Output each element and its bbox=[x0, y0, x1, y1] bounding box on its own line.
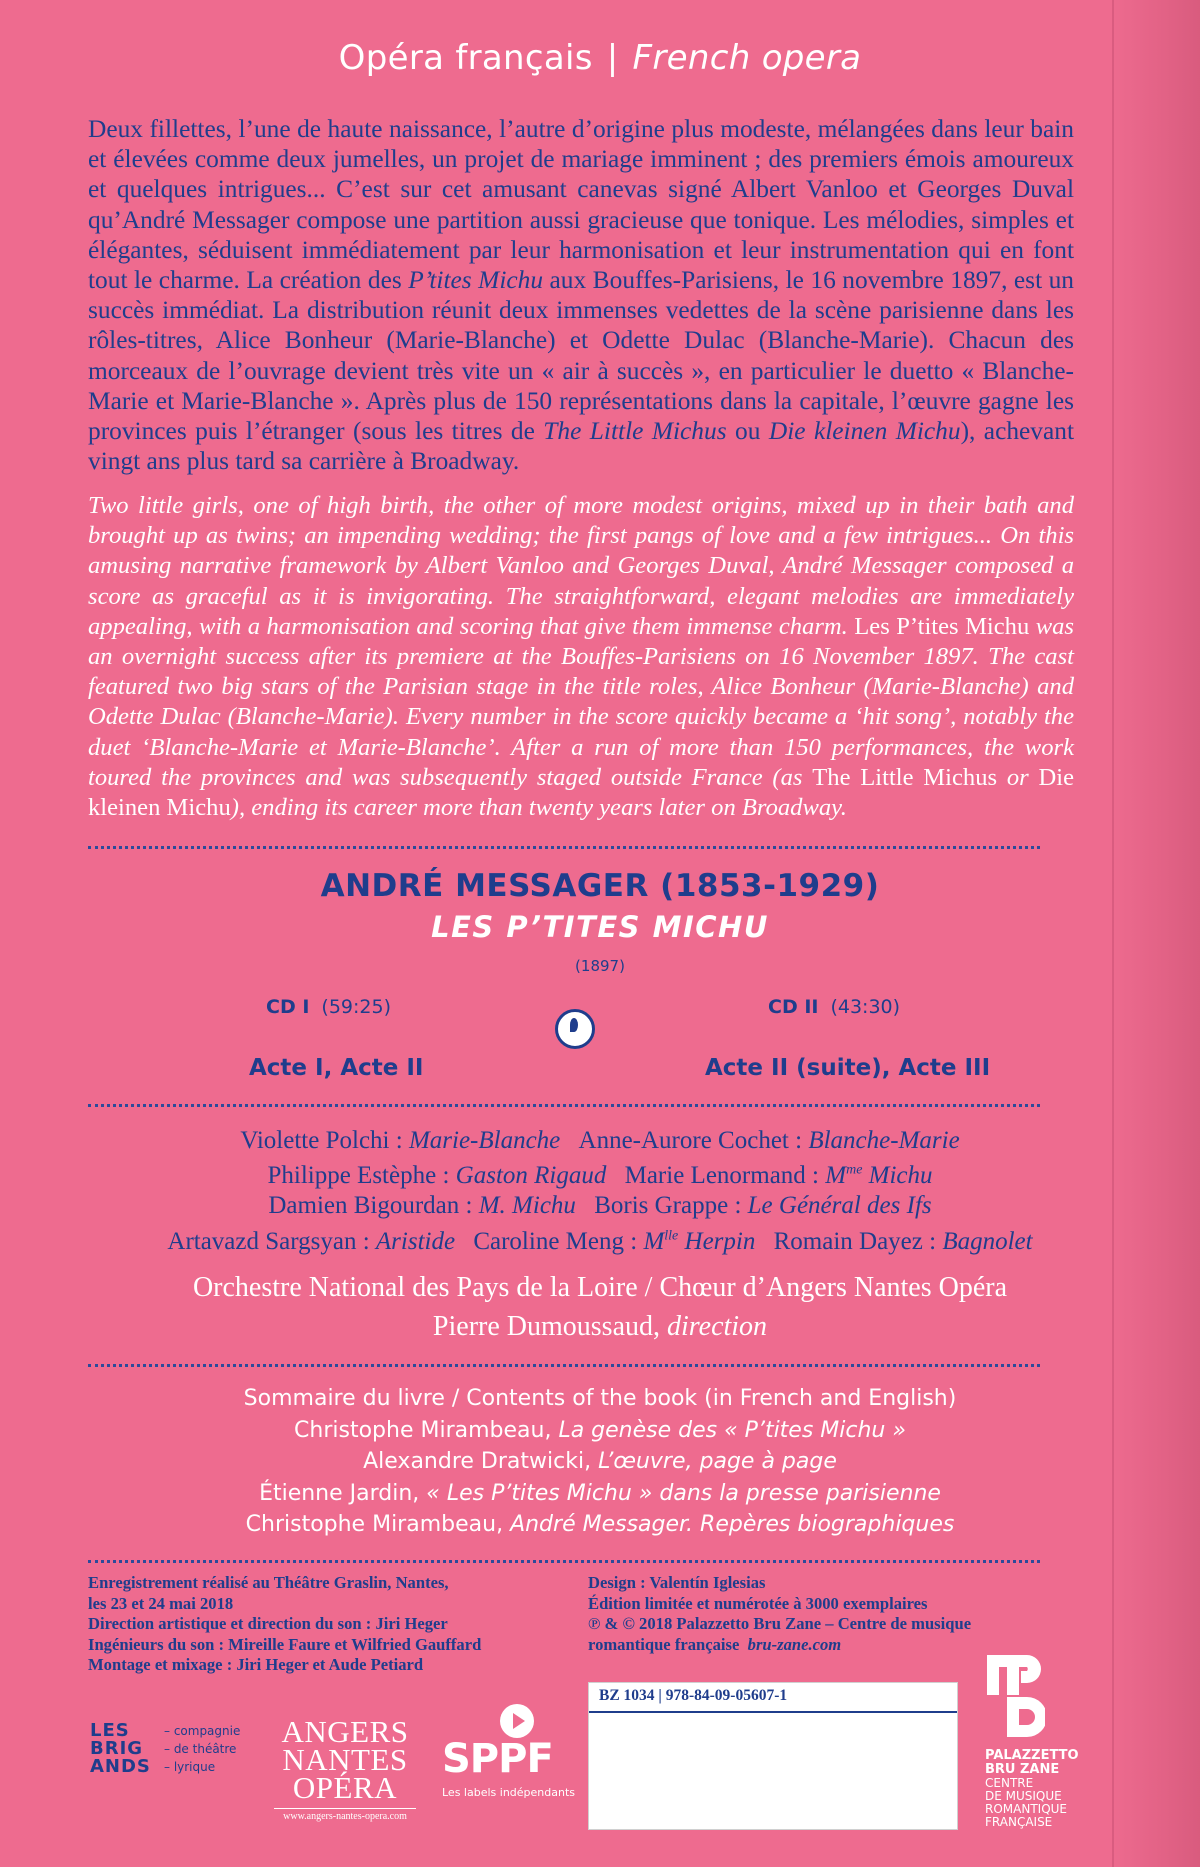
role-prefix: M bbox=[825, 1162, 847, 1190]
angers-nantes-opera-logo bbox=[274, 1714, 416, 1822]
cast-entry: Philippe Estèphe : Gaston Rigaud bbox=[267, 1162, 607, 1190]
cd2-duration: (43:30) bbox=[830, 996, 901, 1018]
cast-entry: Boris Grappe : Le Général des Ifs bbox=[594, 1192, 932, 1220]
cd2-info bbox=[768, 996, 900, 1018]
cast-row bbox=[0, 1126, 1200, 1156]
book-contents bbox=[0, 1383, 1200, 1541]
singer-name: Marie Lenormand bbox=[624, 1162, 806, 1190]
credit-line: Édition limitée et numérotée à 3000 exemplaires bbox=[588, 1593, 928, 1613]
role-name: Bagnolet bbox=[942, 1227, 1033, 1255]
singer-name: Violette Polchi bbox=[240, 1127, 390, 1154]
cast-entry: Caroline Meng : $M^{lle}$ Herpin bbox=[473, 1227, 756, 1255]
contents-item bbox=[0, 1478, 1200, 1510]
intro-fr-title: The Little Michus bbox=[543, 417, 727, 446]
website-link[interactable]: bru-zane.com bbox=[747, 1634, 842, 1654]
credit-line bbox=[588, 1635, 971, 1656]
credit-line: Enregistrement réalisé au Théâtre Graslin, Nantes, bbox=[88, 1573, 449, 1592]
disc-icon bbox=[555, 1009, 595, 1049]
logo-text: BRIG bbox=[90, 1738, 144, 1759]
cast-entry: Artavazd Sargsyan : Aristide bbox=[167, 1227, 456, 1255]
credit-line: ℗ & © 2018 Palazzetto Bru Zane – Centre de musique bbox=[588, 1614, 972, 1633]
composer-name: ANDRÉ MESSAGER (1853-1929) bbox=[320, 868, 880, 904]
cd1-label: CD I bbox=[266, 996, 310, 1018]
logo-text: – compagnie bbox=[164, 1724, 241, 1738]
intro-en-text: or bbox=[997, 763, 1039, 791]
logo-text: BRU ZANE bbox=[985, 1762, 1060, 1777]
les-brigands-logo bbox=[90, 1722, 250, 1792]
intro-fr-text: ), achevant vingt ans plus tard sa carrière à Broadway. bbox=[88, 417, 1075, 476]
header-separator: | bbox=[606, 38, 619, 78]
divider bbox=[88, 846, 1040, 849]
cd2-label: CD II bbox=[768, 996, 819, 1018]
role-name bbox=[643, 1228, 755, 1255]
logo-text bbox=[985, 1749, 1079, 1777]
role-suffix: Michu bbox=[862, 1162, 933, 1190]
barcode-rule bbox=[589, 1711, 957, 1713]
header-french: Opéra français bbox=[338, 38, 593, 78]
cast-entry: Anne-Aurore Cochet : Blanche-Marie bbox=[578, 1127, 960, 1154]
role-superscript: me bbox=[846, 1163, 863, 1178]
logo-text: – de théâtre bbox=[164, 1742, 237, 1756]
intro-fr-title: Die kleinen Michu bbox=[768, 417, 961, 446]
contents-heading: Sommaire du livre / Contents of the book (in French and English) bbox=[243, 1386, 957, 1411]
logo-text: NANTES bbox=[282, 1742, 408, 1777]
sppf-logo bbox=[438, 1704, 575, 1804]
singer-name: Anne-Aurore Cochet bbox=[578, 1127, 789, 1154]
palazzetto-bru-zane-logo bbox=[985, 1655, 1105, 1845]
conductor-role: direction bbox=[667, 1311, 768, 1342]
work-year: (1897) bbox=[575, 957, 625, 975]
role-name: Marie-Blanche bbox=[408, 1127, 561, 1154]
divider bbox=[88, 1364, 1040, 1367]
role-name: Aristide bbox=[375, 1227, 456, 1255]
singer-name: Boris Grappe bbox=[594, 1192, 729, 1220]
page-header bbox=[0, 38, 1200, 78]
cast-entry: Marie Lenormand : $M^{me}$ Michu bbox=[624, 1162, 933, 1190]
contents-item bbox=[0, 1509, 1200, 1541]
cast-row bbox=[0, 1221, 1200, 1256]
intro-fr-title: P’tites Michu bbox=[408, 266, 544, 295]
role-superscript: lle bbox=[664, 1228, 679, 1244]
intro-fr-text: Deux fillettes, l’une de haute naissance, l’autre d’origine plus modeste, mélangées dans leur bain et élevées comme deux jumelles, un projet de mariage imminent ; des premiers émois amoureux et quelques intrigues... C’est sur cet amusant canevas signé Albert Vanloo et Georges Duval qu’André Messager compose une partition aussi gracieuse que tonique. Les mélodies, simples et élégantes, séduisent immédiatement par leur harmonisation et leur instrumentation qui en font tout le charme. La création des bbox=[88, 115, 1074, 295]
role-name: M. Michu bbox=[478, 1192, 576, 1220]
performers bbox=[0, 1268, 1200, 1346]
contents-author: Christophe Mirambeau, bbox=[245, 1512, 504, 1537]
singer-name: Philippe Estèphe bbox=[267, 1162, 437, 1190]
logo-text: DE MUSIQUE bbox=[985, 1789, 1062, 1803]
logo-text bbox=[985, 1777, 1067, 1829]
cast-row bbox=[0, 1191, 1200, 1221]
intro-french bbox=[88, 114, 1074, 476]
contents-item bbox=[0, 1415, 1200, 1447]
logo-text: ANGERS bbox=[281, 1714, 409, 1749]
logo-text: FRANÇAISE bbox=[985, 1815, 1053, 1829]
credit-line: Ingénieurs du son : Mireille Faure et Wilfried Gauffard bbox=[88, 1634, 482, 1654]
play-icon bbox=[500, 1704, 534, 1738]
contents-author: Christophe Mirambeau, bbox=[294, 1417, 552, 1443]
intro-en-title: The Little Michus bbox=[812, 763, 998, 791]
logo-text: ROMANTIQUE bbox=[985, 1802, 1068, 1816]
divider bbox=[88, 1560, 1040, 1563]
intro-en-text: was an overnight success after its premiere at the Bouffes-Parisiens on 16 November 1897. The cast featured two big stars of the Parisian stage in the title roles, Alice Bonheur (Marie-Blanche) and Odette Dulac (Blanche-Marie). Every number in the score quickly became a ‘hit song’, notably the duet ‘Blanche-Marie et Marie-Blanche’. After a run of more than 150 performances, the work toured the provinces and was subsequently staged outside France (as bbox=[88, 612, 1074, 791]
recording-credits bbox=[88, 1573, 481, 1676]
logo-text: Les labels indépendants bbox=[442, 1786, 575, 1799]
logo-url: www.angers-nantes-opera.com bbox=[274, 1808, 416, 1822]
contents-title: André Messager. Repères biographiques bbox=[510, 1512, 955, 1537]
header-english: French opera bbox=[632, 38, 862, 78]
intro-english bbox=[88, 491, 1074, 823]
credit-line: les 23 et 24 mai 2018 bbox=[88, 1593, 234, 1613]
divider bbox=[88, 1104, 1040, 1107]
logo-text: SPPF bbox=[442, 1736, 553, 1782]
role-name: Gaston Rigaud bbox=[455, 1162, 607, 1190]
contents-title: L’œuvre, page à page bbox=[598, 1449, 837, 1474]
cd1-info bbox=[266, 996, 391, 1018]
logo-text: LES bbox=[90, 1720, 130, 1741]
singer-name: Artavazd Sargsyan bbox=[167, 1227, 357, 1255]
contents-item bbox=[0, 1446, 1200, 1478]
singer-name: Caroline Meng bbox=[473, 1227, 624, 1255]
singer-name: Damien Bigourdan bbox=[268, 1192, 460, 1220]
contents-author: Étienne Jardin, bbox=[259, 1480, 420, 1506]
cd1-acts: Acte I, Acte II bbox=[249, 1055, 424, 1081]
logo-text: PALAZZETTO bbox=[985, 1748, 1079, 1763]
credit-line: Design : Valentín Iglesias bbox=[588, 1573, 766, 1592]
intro-en-title: Die kleinen Michu bbox=[88, 763, 1074, 822]
credit-text: romantique française bbox=[588, 1634, 740, 1654]
intro-en-text: Two little girls, one of high birth, the other of more modest origins, mixed up in their bath and brought up as twins; an impending wedding; the first pangs of love and a few intrigues... On this amusing narrative framework by Albert Vanloo and Georges Duval, André Messager composed a score as graceful as it is invigorating. The straightforward, elegant melodies are immediately appealing, with a harmonisation and scoring that give them immense charm. bbox=[88, 492, 1074, 640]
contents-title: « Les P’tites Michu » dans la presse parisienne bbox=[426, 1480, 941, 1506]
conductor-line: Pierre Dumoussaud, direction bbox=[432, 1311, 768, 1342]
work-title: LES P’TITES MICHU bbox=[431, 910, 769, 944]
logo-text: ANDS bbox=[90, 1756, 151, 1777]
contents-title: La genèse des « P’tites Michu » bbox=[558, 1417, 906, 1443]
role-name: Blanche-Marie bbox=[808, 1127, 960, 1154]
credit-line: Direction artistique et direction du son : Jiri Heger bbox=[88, 1614, 448, 1633]
cd2-acts: Acte II (suite), Acte III bbox=[705, 1055, 991, 1081]
barcode-area bbox=[588, 1682, 958, 1830]
intro-en-title: Les P’tites Michu bbox=[854, 612, 1030, 640]
cast-row bbox=[0, 1156, 1200, 1191]
singer-name: Romain Dayez bbox=[773, 1227, 923, 1255]
intro-en-text: ), ending its career more than twenty years later on Broadway. bbox=[230, 794, 847, 822]
credit-line: Montage et mixage : Jiri Heger et Aude Petiard bbox=[88, 1655, 424, 1674]
role-prefix: M bbox=[643, 1227, 665, 1255]
ensembles: Orchestre National des Pays de la Loire / Chœur d’Angers Nantes Opéra bbox=[192, 1272, 1008, 1303]
role-name: Le Général des Ifs bbox=[747, 1192, 932, 1220]
cast-list bbox=[0, 1126, 1200, 1257]
logo-text: CENTRE bbox=[985, 1776, 1034, 1790]
intro-fr-text: aux Bouffes-Parisiens, le 16 novembre 1897, est un succès immédiat. La distribution réunit deux immenses vedettes de la scène parisienne dans les rôles-titres, Alice Bonheur (Marie-Blanche) et Odette Dulac (Blanche-Marie). Chacun des morceaux de l’ouvrage devient très vite un « air à succès », en particulier le duetto « Blanche-Marie et Marie-Blanche ». Après plus de 150 représentations dans la capitale, l’œuvre gagne les provinces puis l’étranger (sous les titres de bbox=[88, 266, 1074, 446]
contents-author: Alexandre Dratwicki, bbox=[363, 1449, 592, 1474]
logo-text: OPÉRA bbox=[292, 1770, 398, 1805]
intro-fr-text: ou bbox=[726, 417, 769, 446]
cd1-duration: (59:25) bbox=[321, 996, 391, 1018]
role-name bbox=[825, 1162, 932, 1189]
conductor-name: Pierre Dumoussaud bbox=[432, 1311, 653, 1342]
cast-entry: Violette Polchi : Marie-Blanche bbox=[240, 1127, 561, 1154]
cast-entry: Romain Dayez : Bagnolet bbox=[773, 1227, 1033, 1255]
pbz-monogram-icon bbox=[987, 1655, 1045, 1737]
role-suffix: Herpin bbox=[678, 1227, 756, 1255]
cast-entry: Damien Bigourdan : M. Michu bbox=[268, 1192, 576, 1220]
logo-text: – lyrique bbox=[164, 1760, 216, 1774]
publisher-credits bbox=[588, 1573, 971, 1655]
catalog-isbn: BZ 1034 | 978-84-09-05607-1 bbox=[599, 1687, 788, 1704]
